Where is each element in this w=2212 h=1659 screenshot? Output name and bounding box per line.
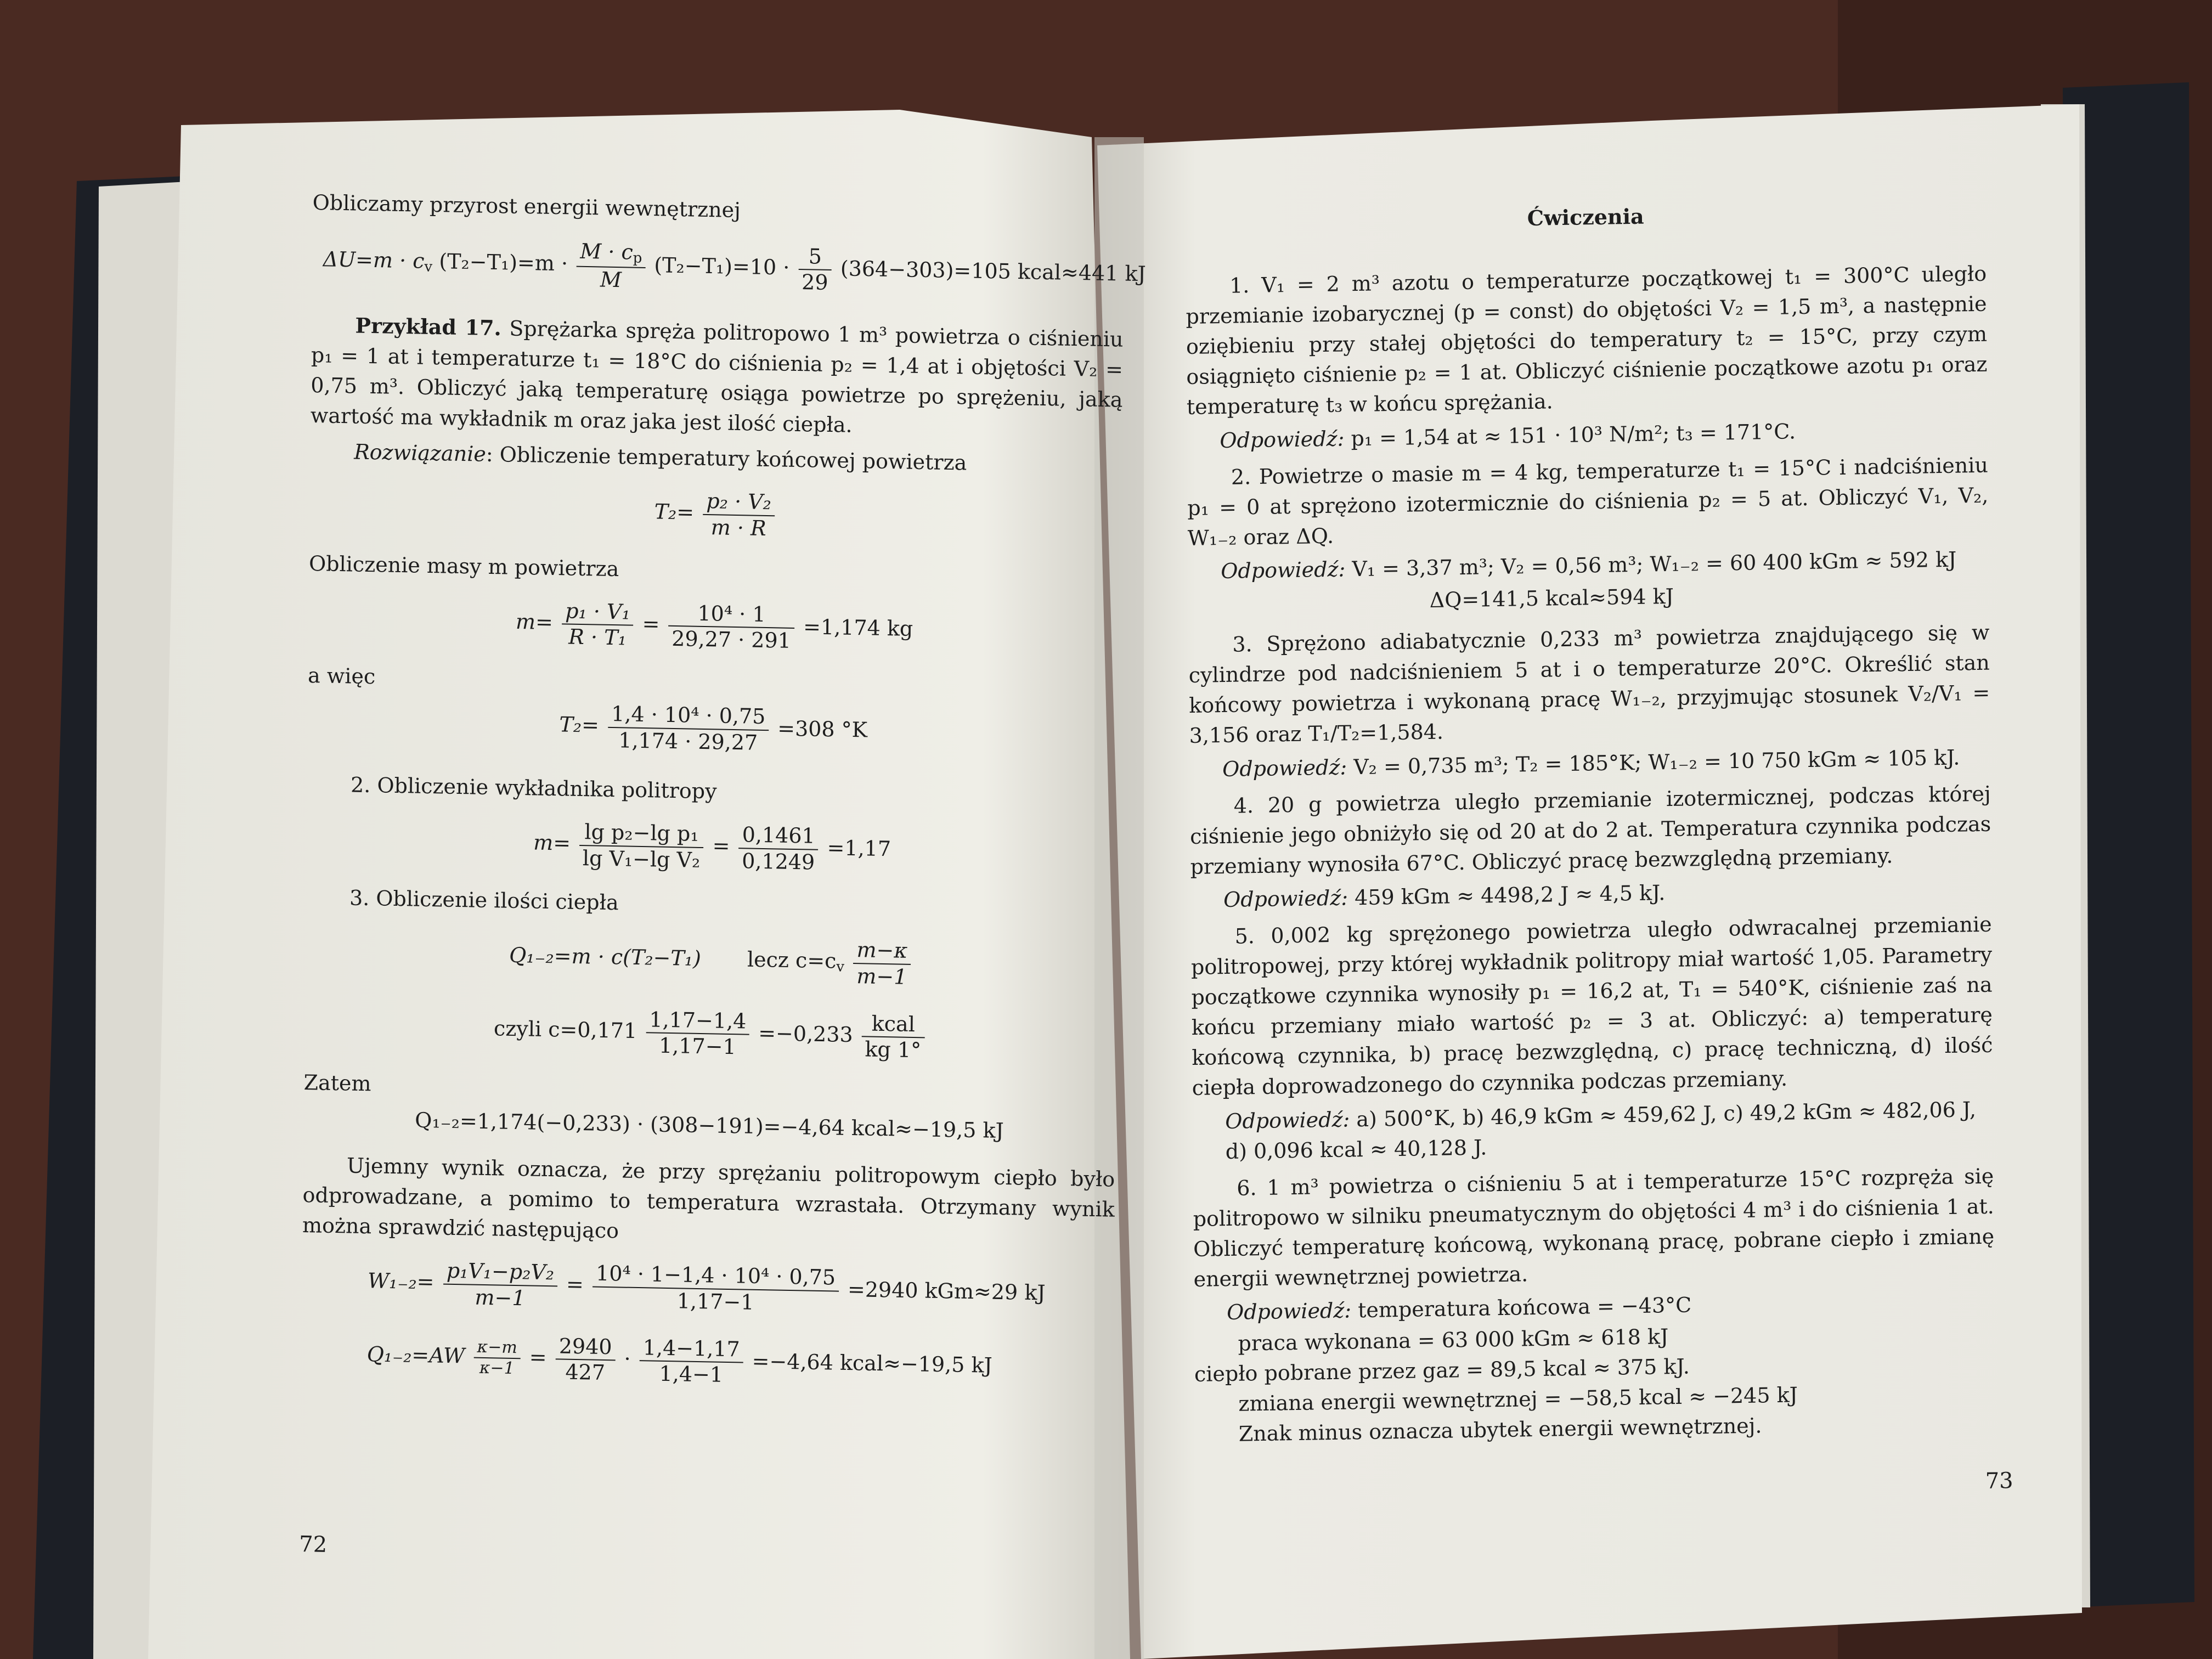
- answer-4-label: Odpowiedź:: [1223, 885, 1348, 912]
- eq-m-den2: 29,27 · 291: [672, 627, 792, 653]
- eq-q-num: m−κ: [853, 938, 911, 964]
- eq-du-frac1: [577, 239, 646, 294]
- eq-w-frac1: [443, 1259, 557, 1312]
- eq-exp-lhs: m=: [533, 830, 571, 855]
- example-text: Sprężarka spręża politropowo 1 m³ powietrza o ciśnieniu p₁ = 1 at i temperaturze t₁ = 18°C do ciśnienia p₂ = 1,4 at i objętości V₂ = 0,75 m³. Obliczyć jaką temperaturę osiąga powietrze po sprężeniu, jaką wartość ma wykładnik m oraz jaka jest ilość ciepła.: [310, 316, 1124, 437]
- eq-qc-dot: ·: [624, 1346, 631, 1371]
- eq-exp-den2: 0,1249: [742, 849, 815, 874]
- exercise-2: 2. Powietrze o masie m = 4 kg, temperaturze t₁ = 15°C i nadciśnieniu p₁ = 0 at sprężono izotermicznie do ciśnienia p₂ = 5 at. Obliczyć V₁, V₂, W₁₋₂ oraz ΔQ.: [1187, 453, 1989, 550]
- exercise-6: 6. 1 m³ powietrza o ciśnieniu 5 at i temperaturze 15°C rozpręża się politropowo w silniku pneumatycznym do objętości 4 m³ i do ciśnienia 1 at. Obliczyć temperaturę końcową, wykonaną pracę, pobrane ciepło i zmianę energii wewnętrznej powietrza.: [1193, 1164, 1995, 1291]
- eq-exp-eq: =: [712, 833, 730, 859]
- eq-qc-num2: 2940: [556, 1334, 616, 1361]
- exercises-heading: Ćwiczenia: [1527, 204, 1644, 231]
- eq-du-sub-p: p: [633, 250, 642, 267]
- eq-qc-lhs: Q₁₋₂=AW: [366, 1341, 465, 1368]
- eq-du-den2: 29: [801, 270, 828, 295]
- equation-specific-heat: [304, 1001, 1116, 1067]
- step-2-heading: 2. Obliczenie wykładnika politropy: [350, 772, 717, 804]
- solution-label: Rozwiązanie: [353, 439, 487, 467]
- eq-exp-den1: lg V₁−lg V₂: [582, 845, 701, 872]
- eq-t2v-num: 1,4 · 10⁴ · 0,75: [608, 702, 769, 731]
- answer-1-label: Odpowiedź:: [1220, 426, 1345, 453]
- eq-t2-frac: [703, 489, 775, 541]
- eq-qc-frac3: [639, 1335, 743, 1389]
- eq-du-sub-v: v: [424, 258, 433, 275]
- eq-t2v-frac: [608, 702, 769, 755]
- answer-1-text: p₁ = 1,54 at ≈ 151 · 10³ N/m²; t₃ = 171°C.: [1344, 419, 1796, 450]
- eq-c-mid: =−0,233: [758, 1020, 853, 1047]
- answer-5-label: Odpowiedź:: [1225, 1107, 1350, 1133]
- eq-q-frac: [853, 938, 911, 990]
- mass-intro: Obliczenie masy m powietrza: [308, 551, 619, 581]
- equation-heat: [305, 928, 1118, 994]
- eq-c-den2: kg 1°: [865, 1037, 922, 1063]
- eq-m-den1: R · T₁: [568, 624, 627, 650]
- eq-qc-den1: κ−1: [479, 1358, 515, 1379]
- eq-w-frac2: [592, 1261, 839, 1317]
- eq-exp-num1: lg p₂−lg p₁: [579, 820, 704, 848]
- eq-exp-num2: 0,1461: [738, 822, 818, 850]
- answer-6-line-2: ciepło pobrane przez gaz = 89,5 kcal ≈ 375 kJ.: [1194, 1354, 1690, 1387]
- equation-internal-energy: [312, 234, 1146, 302]
- eq-qc-tail: =−4,64 kcal≈−19,5 kJ: [752, 1348, 992, 1378]
- eq-w-eq: =: [566, 1272, 584, 1297]
- eq-qc-eq: =: [529, 1345, 547, 1369]
- eq-t2-den: m · R: [710, 515, 766, 540]
- eq-qc-den2: 427: [565, 1359, 606, 1385]
- answer-6-line-3: zmiana energii wewnętrznej = −58,5 kcal ≈ −245 kJ: [1238, 1383, 1798, 1417]
- eq-t2-num: p₂ · V₂: [703, 489, 775, 516]
- eq-c-num1: 1,17−1,4: [646, 1007, 749, 1035]
- eq-du-mid1: (T₂−T₁)=m ·: [439, 249, 568, 276]
- eq-w-num2: 10⁴ · 1−1,4 · 10⁴ · 0,75: [592, 1261, 839, 1292]
- eq-qc-den3: 1,4−1: [659, 1361, 724, 1387]
- example-17: [311, 309, 1124, 445]
- equation-heat-value: Q₁₋₂=1,174(−0,233) · (308−191)=−4,64 kcal≈−19,5 kJ: [415, 1108, 1004, 1143]
- so-label: a więc: [307, 663, 376, 689]
- right-page: [1185, 204, 2013, 1494]
- answer-5-text: a) 500°K, b) 46,9 kGm ≈ 459,62 J, c) 49,2 kGm ≈ 482,06 J, d) 0,096 kcal ≈ 40,128 J.: [1225, 1097, 1977, 1164]
- eq-c-num2: kcal: [862, 1011, 925, 1039]
- eq-w-den1: m−1: [475, 1285, 526, 1311]
- eq-qc-frac2: [555, 1334, 616, 1386]
- eq-m-frac1: [562, 599, 634, 651]
- equation-exponent: [306, 815, 1119, 881]
- eq-w-den2: 1,17−1: [676, 1289, 754, 1314]
- answer-6-label: Odpowiedź:: [1226, 1298, 1352, 1325]
- eq-c-den1: 1,17−1: [658, 1033, 736, 1059]
- eq-m-num2: 10⁴ · 1: [668, 600, 794, 629]
- eq-t2v-den: 1,174 · 29,27: [618, 727, 758, 755]
- equation-heat-check: [301, 1329, 1113, 1395]
- conclusion-text: Ujemny wynik oznacza, że przy sprężaniu politropowym ciepło było odprowadzane, a pomimo to temperatura wzrastała. Otrzymany wynik można sprawdzić następująco: [302, 1153, 1115, 1243]
- answer-3-text: V₂ = 0,735 m³; T₂ = 185°K; W₁₋₂ = 10 750 kGm ≈ 105 kJ.: [1347, 745, 1960, 779]
- eq-q-sub-v: v: [836, 958, 845, 976]
- eq-qc-num1: κ−m: [473, 1338, 521, 1359]
- eq-m-eq: =: [642, 611, 660, 636]
- step-3-heading: 3. Obliczenie ilości ciepła: [349, 885, 619, 915]
- eq-exp-frac2: [738, 822, 819, 875]
- eq-c-frac2: [861, 1011, 925, 1063]
- eq-du-mid2: (T₂−T₁)=10 ·: [654, 253, 790, 280]
- eq-c-frac1: [646, 1007, 750, 1060]
- eq-w-tail: =2940 kGm≈29 kJ: [847, 1277, 1046, 1305]
- eq-qc-frac1: [473, 1338, 521, 1379]
- page-number-left: 72: [299, 1532, 328, 1558]
- eq-t2-lhs: T₂=: [654, 499, 695, 525]
- eq-c-lhs: czyli c=0,171: [493, 1015, 637, 1043]
- eq-du-num1: M · c: [580, 239, 634, 264]
- answer-4-text: 459 kGm ≈ 4498,2 J ≈ 4,5 kJ.: [1347, 881, 1666, 910]
- eq-q-lhs: Q₁₋₂=m · c(T₂−T₁): [509, 943, 702, 971]
- answer-6-text: temperatura końcowa = −43°C: [1351, 1293, 1692, 1323]
- eq-q-lecz: lecz c=c: [747, 947, 837, 973]
- eq-w-lhs: W₁₋₂=: [367, 1268, 435, 1294]
- eq-du-num2: 5: [798, 244, 832, 271]
- eq-qc-num3: 1,4−1,17: [640, 1335, 743, 1363]
- eq-du-tail: (364−303)=105 kcal≈441 kJ: [840, 256, 1146, 286]
- exercise-5: 5. 0,002 kg sprężonego powietrza uległo odwracalnej przemianie politropowej, przy której wykładnik politropy miał wartość 1,05. Parametry początkowe czynnika wynosiły p₁ = 16,2 at, T₁ = 540°K, ciśnienie zaś na końcu przemiany miało wartość p₂ = 3 at. Obliczyć: a) temperaturę końcową czynnika, b) pracę bezwzględną, c) pracę techniczną, d) ilość ciepła doprowadzonego do czynnika podczas przemiany.: [1190, 912, 1993, 1101]
- exercise-3: 3. Sprężono adiabatycznie 0,233 m³ powietrza znajdującego się w cylindrze pod nadciśnieniem 5 at i o temperaturze 20°C. Określić stan końcowy powietrza i wykonaną pracę W₁₋₂, przyjmując stosunek V₂/V₁ = 3,156 oraz T₁/T₂=1,584.: [1188, 620, 1990, 748]
- equation-t2-value: [307, 696, 1120, 762]
- equation-mass: [308, 594, 1121, 660]
- eq-m-tail: =1,174 kg: [803, 614, 913, 641]
- solution-text: : Obliczenie temperatury końcowej powietrza: [486, 442, 967, 475]
- eq-q-den: m−1: [856, 964, 907, 989]
- eq-m-frac2: [668, 600, 794, 653]
- answer-3-label: Odpowiedź:: [1222, 754, 1347, 781]
- exercise-4: 4. 20 g powietrza uległo przemianie izotermicznej, podczas której ciśnienie jego obniżyło się od 20 at do 2 at. Temperatura czynnika podczas przemiany wynosiła 67°C. Obliczyć pracę bezwzględną przemiany.: [1189, 781, 1991, 879]
- equation-t2-formula: [309, 482, 1122, 548]
- eq-exp-tail: =1,17: [827, 836, 891, 861]
- intro-text: Obliczamy przyrost energii wewnętrznej: [312, 190, 741, 223]
- answer-2-label: Odpowiedź:: [1221, 557, 1346, 583]
- eq-t2v-tail: =308 °K: [777, 716, 868, 742]
- eq-du-den1: M: [600, 267, 622, 292]
- answer-5: [1192, 1094, 1994, 1167]
- eq-t2v-lhs: T₂=: [559, 712, 600, 737]
- eq-w-num1: p₁V₁−p₂V₂: [443, 1259, 558, 1286]
- answer-2-text: V₁ = 3,37 m³; V₂ = 0,56 m³; W₁₋₂ = 60 400 kGm ≈ 592 kJ: [1345, 547, 1957, 582]
- answer-6-line-1: praca wykonana = 63 000 kGm ≈ 618 kJ: [1238, 1324, 1669, 1356]
- equation-work: [302, 1256, 1114, 1322]
- eq-m-num1: p₁ · V₁: [562, 599, 634, 626]
- eq-exp-frac1: [579, 820, 704, 873]
- eq-m-lhs: m=: [515, 609, 554, 634]
- page-number-right: 73: [1985, 1468, 2013, 1494]
- thus-label: Zatem: [303, 1070, 371, 1096]
- eq-du-frac2: [798, 244, 832, 296]
- exercise-1: 1. V₁ = 2 m³ azotu o temperaturze początkowej t₁ = 300°C uległo przemianie izobarycznej (p = const) do objętości V₂ = 1,5 m³, a następnie oziębieniu przy stałej objętości do temperatury t₂ = 15°C, przy czym osiągnięto ciśnienie p₂ = 1 at. Obliczyć ciśnienie początkowe azotu p₁ oraz temperaturę t₃ w końcu sprężania.: [1186, 261, 1988, 420]
- example-title: Przykład 17.: [355, 313, 501, 341]
- answer-2-extra: ΔQ=141,5 kcal≈594 kJ: [1429, 584, 1674, 612]
- answer-6-line-4: Znak minus oznacza ubytek energii wewnętrznej.: [1238, 1413, 1762, 1447]
- eq-du-lhs: ΔU=m · c: [323, 247, 425, 273]
